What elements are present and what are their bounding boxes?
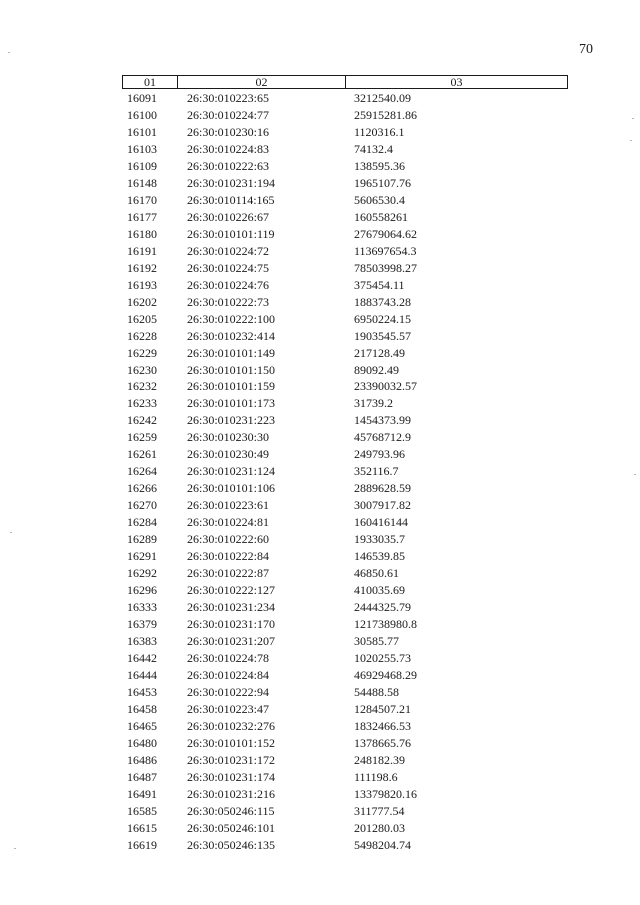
cell-cadastral-number: 26:30:010224:77 xyxy=(187,107,270,122)
cell-id: 16091 xyxy=(127,91,157,105)
cell-cadastral-number: 26:30:010222:100 xyxy=(187,311,276,326)
cell-value: 78503998.27 xyxy=(354,260,417,275)
scan-speck xyxy=(10,532,12,533)
cell-cadastral-number: 26:30:010114:165 xyxy=(187,192,275,207)
cell-value: 113697654.3 xyxy=(354,243,417,258)
cell-cadastral-number: 26:30:010101:106 xyxy=(187,481,276,496)
cell-cadastral-number: 26:30:010223:61 xyxy=(187,498,270,513)
cell-id: 16103 xyxy=(127,141,157,156)
cell-value: 6950224.15 xyxy=(354,311,411,326)
table-row xyxy=(0,412,640,429)
cell-id: 16264 xyxy=(127,464,157,479)
cell-cadastral-number: 26:30:010101:150 xyxy=(187,362,276,377)
cell-value: 5606530.4 xyxy=(354,192,405,207)
cell-cadastral-number: 26:30:010224:83 xyxy=(187,141,270,156)
cell-id: 16177 xyxy=(127,209,157,224)
table-row xyxy=(0,667,640,684)
cell-cadastral-number: 26:30:010230:49 xyxy=(187,447,270,462)
scan-speck xyxy=(634,474,636,475)
cell-id: 16170 xyxy=(127,192,157,207)
cell-id: 16619 xyxy=(127,837,157,852)
cell-id: 16233 xyxy=(127,396,157,411)
cell-id: 16242 xyxy=(127,413,157,428)
cell-id: 16444 xyxy=(127,667,157,682)
cell-cadastral-number: 26:30:010224:81 xyxy=(187,515,270,530)
cell-id: 16296 xyxy=(127,583,157,598)
cell-value: 54488.58 xyxy=(354,684,399,699)
cell-value: 2444325.79 xyxy=(354,600,411,615)
cell-id: 16192 xyxy=(127,260,157,275)
cell-id: 16109 xyxy=(127,158,157,173)
cell-value: 311777.54 xyxy=(354,803,405,818)
table-row xyxy=(0,565,640,582)
table-row xyxy=(0,192,640,209)
cell-id: 16148 xyxy=(127,175,157,190)
cell-id: 16465 xyxy=(127,718,157,733)
cell-cadastral-number: 26:30:010222:73 xyxy=(187,294,270,309)
cell-value: 46850.61 xyxy=(354,566,399,581)
cell-id: 16232 xyxy=(127,379,157,394)
table-row xyxy=(0,616,640,633)
table-row xyxy=(0,837,640,854)
cell-value: 1284507.21 xyxy=(354,701,411,716)
table-row xyxy=(0,90,640,107)
cell-cadastral-number: 26:30:010231:170 xyxy=(187,617,276,632)
cell-value: 25915281.86 xyxy=(354,107,417,122)
cell-cadastral-number: 26:30:010231:194 xyxy=(187,175,276,190)
table-row xyxy=(0,362,640,379)
cell-id: 16228 xyxy=(127,328,157,343)
cell-cadastral-number: 26:30:010222:84 xyxy=(187,549,270,564)
scan-speck xyxy=(8,52,10,53)
cell-value: 13379820.16 xyxy=(354,786,417,801)
table-row xyxy=(0,786,640,803)
cell-id: 16101 xyxy=(127,124,157,139)
cell-id: 16379 xyxy=(127,617,157,632)
table-row xyxy=(0,395,640,412)
cell-value: 1933035.7 xyxy=(354,532,405,547)
cell-cadastral-number: 26:30:050246:115 xyxy=(187,803,275,818)
table-row xyxy=(0,701,640,718)
table-header xyxy=(122,75,568,89)
cell-id: 16458 xyxy=(127,701,157,716)
cell-value: 27679064.62 xyxy=(354,226,417,241)
cell-id: 16202 xyxy=(127,294,157,309)
cell-id: 16193 xyxy=(127,277,157,292)
cell-cadastral-number: 26:30:010224:72 xyxy=(187,243,270,258)
cell-id: 16615 xyxy=(127,820,157,835)
cell-cadastral-number: 26:30:010231:216 xyxy=(187,786,276,801)
page-number: 70 xyxy=(579,42,593,57)
cell-value: 217128.49 xyxy=(354,345,405,360)
cell-id: 16229 xyxy=(127,345,157,360)
scan-speck xyxy=(630,140,632,141)
cell-cadastral-number: 26:30:050246:135 xyxy=(187,837,276,852)
table-row xyxy=(0,514,640,531)
table-row xyxy=(0,328,640,345)
table-row xyxy=(0,446,640,463)
cell-cadastral-number: 26:30:010101:159 xyxy=(187,379,276,394)
cell-cadastral-number: 26:30:010232:276 xyxy=(187,718,276,733)
scan-speck xyxy=(632,118,634,119)
cell-value: 1120316.1 xyxy=(354,124,405,139)
table-row xyxy=(0,769,640,786)
cell-id: 16266 xyxy=(127,481,157,496)
cell-id: 16486 xyxy=(127,752,157,767)
cell-id: 16284 xyxy=(127,515,157,530)
cell-cadastral-number: 26:30:010222:87 xyxy=(187,566,270,581)
table-row xyxy=(0,820,640,837)
table-row xyxy=(0,650,640,667)
cell-cadastral-number: 26:30:010101:173 xyxy=(187,396,276,411)
cell-value: 1903545.57 xyxy=(354,328,411,343)
cell-cadastral-number: 26:30:010224:84 xyxy=(187,667,270,682)
cell-value: 160558261 xyxy=(354,209,408,224)
cell-cadastral-number: 26:30:010224:75 xyxy=(187,260,270,275)
cell-value: 160416144 xyxy=(354,515,408,530)
table-row xyxy=(0,531,640,548)
cell-value: 74132.4 xyxy=(354,141,393,156)
cell-id: 16292 xyxy=(127,566,157,581)
cell-cadastral-number: 26:30:010101:152 xyxy=(187,735,276,750)
table-row xyxy=(0,633,640,650)
table-row xyxy=(0,209,640,226)
cell-cadastral-number: 26:30:010231:207 xyxy=(187,634,276,648)
cell-cadastral-number: 26:30:010223:65 xyxy=(187,91,270,105)
table-row xyxy=(0,548,640,565)
cell-value: 3212540.09 xyxy=(354,91,411,105)
cell-value: 31739.2 xyxy=(354,396,393,411)
cell-value: 3007917.82 xyxy=(354,498,411,513)
table-row xyxy=(0,718,640,735)
header-cell-02: 02 xyxy=(178,76,346,88)
cell-id: 16291 xyxy=(127,549,157,564)
cell-value: 121738980.8 xyxy=(354,617,417,632)
cell-id: 16383 xyxy=(127,634,157,648)
table-row xyxy=(0,378,640,395)
table-body xyxy=(0,90,640,854)
table-row xyxy=(0,277,640,294)
cell-cadastral-number: 26:30:010232:414 xyxy=(187,328,276,343)
cell-id: 16270 xyxy=(127,498,157,513)
table-row xyxy=(0,124,640,141)
cell-value: 1883743.28 xyxy=(354,294,411,309)
cell-cadastral-number: 26:30:010231:172 xyxy=(187,752,276,767)
table-row xyxy=(0,803,640,820)
cell-value: 1378665.76 xyxy=(354,735,411,750)
cell-id: 16333 xyxy=(127,600,157,615)
table-row xyxy=(0,497,640,514)
cell-value: 410035.69 xyxy=(354,583,405,598)
table-row xyxy=(0,345,640,362)
cell-id: 16261 xyxy=(127,447,157,462)
table-row xyxy=(0,735,640,752)
cell-cadastral-number: 26:30:050246:101 xyxy=(187,820,276,835)
cell-value: 248182.39 xyxy=(354,752,405,767)
cell-id: 16480 xyxy=(127,735,157,750)
cell-id: 16442 xyxy=(127,650,157,665)
table-row xyxy=(0,684,640,701)
cell-cadastral-number: 26:30:010231:223 xyxy=(187,413,276,428)
cell-cadastral-number: 26:30:010223:47 xyxy=(187,701,270,716)
cell-cadastral-number: 26:30:010222:63 xyxy=(187,158,270,173)
cell-value: 111198.6 xyxy=(354,769,398,784)
cell-cadastral-number: 26:30:010224:76 xyxy=(187,277,270,292)
table-row xyxy=(0,175,640,192)
table-row xyxy=(0,311,640,328)
cell-cadastral-number: 26:30:010222:60 xyxy=(187,532,270,547)
cell-value: 1454373.99 xyxy=(354,413,411,428)
cell-id: 16180 xyxy=(127,226,157,241)
table-row xyxy=(0,463,640,480)
table-row xyxy=(0,582,640,599)
table-row xyxy=(0,599,640,616)
table-row xyxy=(0,480,640,497)
table-row xyxy=(0,107,640,124)
cell-value: 5498204.74 xyxy=(354,837,411,852)
cell-value: 45768712.9 xyxy=(354,430,411,445)
cell-value: 201280.03 xyxy=(354,820,405,835)
cell-cadastral-number: 26:30:010230:30 xyxy=(187,430,270,445)
cell-id: 16289 xyxy=(127,532,157,547)
cell-value: 23390032.57 xyxy=(354,379,417,394)
table-row xyxy=(0,243,640,260)
cell-value: 46929468.29 xyxy=(354,667,417,682)
cell-value: 146539.85 xyxy=(354,549,405,564)
cell-id: 16191 xyxy=(127,243,157,258)
cell-cadastral-number: 26:30:010222:94 xyxy=(187,684,270,699)
cell-cadastral-number: 26:30:010226:67 xyxy=(187,209,270,224)
cell-id: 16205 xyxy=(127,311,157,326)
cell-value: 1832466.53 xyxy=(354,718,411,733)
cell-id: 16453 xyxy=(127,684,157,699)
table-row xyxy=(0,260,640,277)
table-row xyxy=(0,752,640,769)
cell-cadastral-number: 26:30:010231:124 xyxy=(187,464,276,479)
cell-value: 89092.49 xyxy=(354,362,399,377)
header-cell-03: 03 xyxy=(450,75,463,89)
cell-cadastral-number: 26:30:010101:119 xyxy=(187,226,275,241)
table-row xyxy=(0,141,640,158)
cell-value: 1965107.76 xyxy=(354,175,411,190)
cell-id: 16585 xyxy=(127,803,157,818)
cell-cadastral-number: 26:30:010231:174 xyxy=(187,769,276,784)
cell-cadastral-number: 26:30:010230:16 xyxy=(187,124,270,139)
cell-cadastral-number: 26:30:010231:234 xyxy=(187,600,276,615)
table-row xyxy=(0,429,640,446)
cell-value: 1020255.73 xyxy=(354,650,411,665)
table-row xyxy=(0,226,640,243)
cell-id: 16230 xyxy=(127,362,157,377)
cell-id: 16100 xyxy=(127,107,157,122)
cell-cadastral-number: 26:30:010101:149 xyxy=(187,345,276,360)
cell-value: 352116.7 xyxy=(354,464,399,479)
cell-id: 16259 xyxy=(127,430,157,445)
cell-id: 16491 xyxy=(127,786,157,801)
cell-id: 16487 xyxy=(127,769,157,784)
header-cell-01: 01 xyxy=(123,76,178,88)
cell-cadastral-number: 26:30:010224:78 xyxy=(187,650,270,665)
cell-value: 2889628.59 xyxy=(354,481,411,496)
cell-cadastral-number: 26:30:010222:127 xyxy=(187,583,276,598)
table-row xyxy=(0,294,640,311)
table-row xyxy=(0,158,640,175)
cell-value: 30585.77 xyxy=(354,634,399,648)
cell-value: 249793.96 xyxy=(354,447,405,462)
cell-value: 375454.11 xyxy=(354,277,405,292)
scan-speck xyxy=(14,848,16,849)
cell-value: 138595.36 xyxy=(354,158,405,173)
